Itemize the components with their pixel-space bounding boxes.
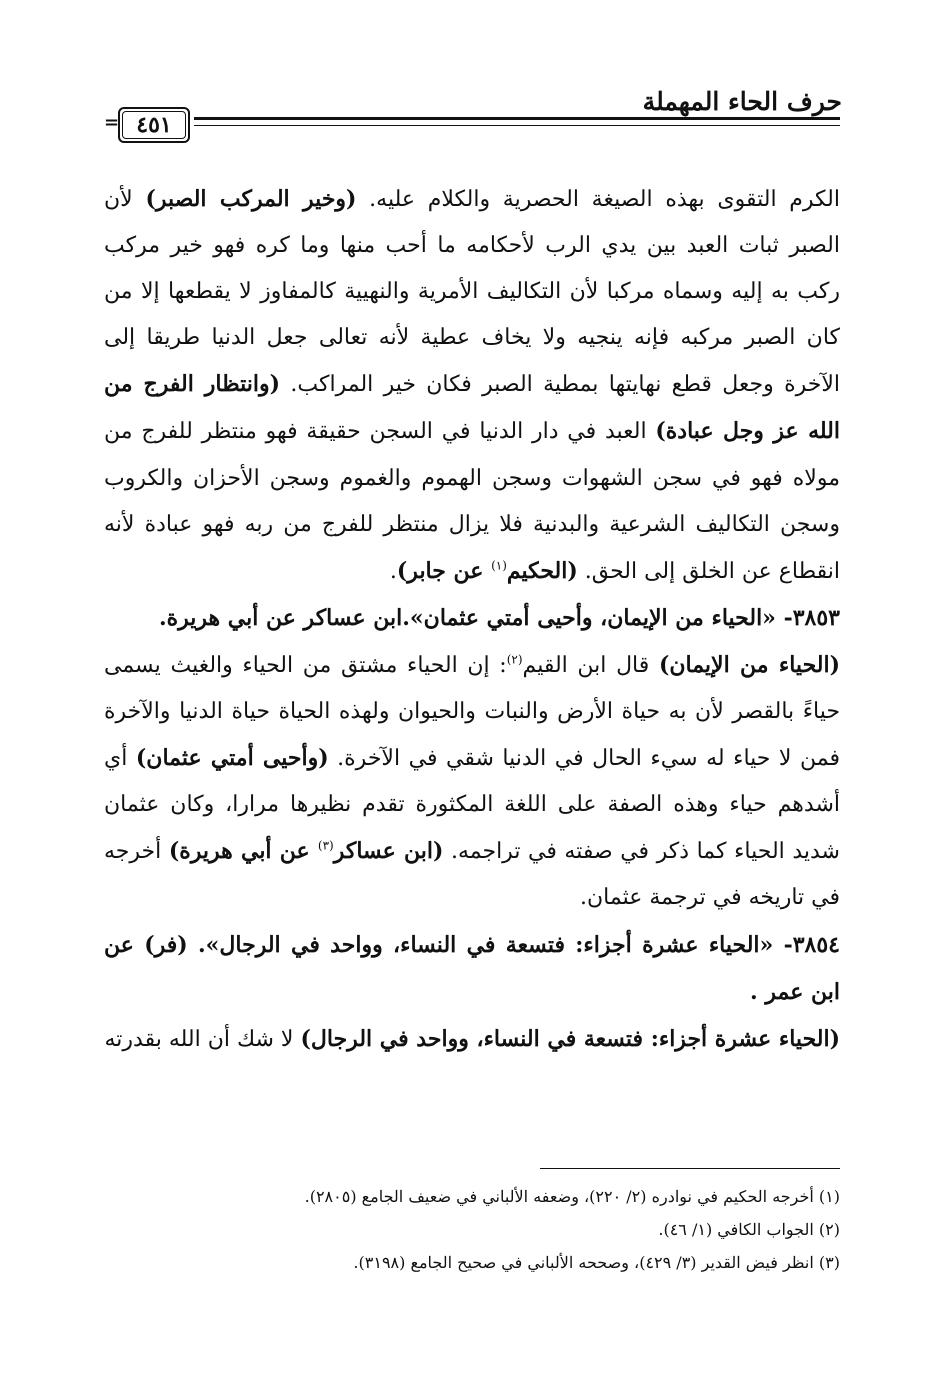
text-run: العبد في دار الدنيا في السجن حقيقة فهو منتظر للفرج من مولاه فهو في سجن الشهوات وسجن الهموم والغموم وسجن الأحزان والكروب وسجن التكاليف الشرعية والبدنية فلا يزال منتظر للفرج من ربه فهو عبادة لأنه انقطاع عن الخلق إلى الحق. [104, 419, 840, 584]
hadith-text: ٣٨٥٤- «الحياء عشرة أجزاء: فتسعة في النساء، وواحد في الرجال». (فر) عن ابن عمر . [104, 931, 840, 1005]
paragraph-1 [104, 176, 840, 595]
text-run: قال ابن القيم [522, 652, 659, 678]
footnote-ref-3: (٣) [317, 838, 334, 853]
header-edge-mark: = [104, 112, 120, 133]
text-run: الكرم التقوى بهذه الصيغة الحصرية والكلام عليه. [356, 187, 840, 212]
main-text [104, 176, 840, 1063]
bold-phrase: (الحياء عشرة أجزاء: فتسعة في النساء، وواحد في الرجال) [300, 1025, 840, 1052]
text-run: أي أشدهم حياء وهذه الصفة على اللغة المكثورة تقدم نظيرها مرارا، وكان عثمان شديد الحياء كما ذكر في صفته في تراجمه. [104, 746, 840, 865]
bold-phrase: عن جابر) [396, 557, 492, 584]
footnote-2: (٢) الجواب الكافي (١/ ٤٦). [658, 1220, 840, 1239]
bold-phrase: (وانتظار الفرج من الله عز وجل عبادة) [104, 371, 841, 445]
footnote-ref-1: (١) [491, 558, 507, 573]
bold-phrase: (وأحيى أمتي عثمان) [135, 745, 329, 772]
hadith-3853-heading [104, 595, 840, 642]
running-title: حرف الحاء المهملة [642, 87, 842, 116]
text-run: لا شك أن الله بقدرته [104, 1026, 301, 1052]
hadith-3854-heading [104, 922, 840, 1016]
text-run: . [389, 558, 397, 584]
header-rule [194, 117, 840, 126]
footnote-ref-2: (٢) [506, 652, 523, 667]
footnote-3: (٣) انظر فيض القدير (٣/ ٤٢٩)، وصححه الألباني في صحيح الجامع (٣١٩٨). [353, 1253, 840, 1272]
paragraph-3 [104, 642, 840, 922]
bold-phrase: (الحياء من الإيمان) [658, 651, 840, 678]
text-run: لأن الصبر ثبات العبد بين يدي الرب لأحكامه ما أحب منها وما كره فهو خير مركب ركب به إليه وسماه مركبا لأن التكاليف الأمرية والنهيية كالمفاوز لا يقطعها إلا من كان الصبر مركبه فإنه ينجيه ولا يخاف عطية لأنه تعالى جعل الدنيا طريقا إلى الآخرة وجعل قطع نهايتها بمطية الصبر فكان خير المراكب. [104, 187, 840, 398]
bold-phrase: (الحكيم [506, 557, 578, 584]
text-run: أخرجه في تاريخه في ترجمة عثمان. [104, 839, 840, 911]
text-run: : إن الحياء مشتق من الحياء والغيث يسمى حياءً بالقصر لأن به حياة الأرض والنبات والحيوان ولهذه الحياة حياة الدنيا والآخرة فمن لا حياء له سيء الحال في الدنيا شقي في الآخرة. [104, 652, 840, 772]
hadith-text: ٣٨٥٣- «الحياء من الإيمان، وأحيى أمتي عثمان».ابن عساكر عن أبي هريرة. [158, 604, 840, 631]
footnote-1: (١) أخرجه الحكيم في نوادره (٢/ ٢٢٠)، وضعفه الألباني في ضعيف الجامع (٢٨٠٥). [304, 1187, 840, 1206]
footnote-rule [540, 1168, 840, 1169]
page-number: ٤٥١ [136, 112, 172, 138]
bold-phrase: (وخير المركب الصبر) [145, 186, 357, 212]
footnotes [104, 1180, 840, 1279]
paragraph-5 [104, 1016, 840, 1063]
bold-phrase: عن أبي هريرة) [168, 838, 318, 865]
bold-phrase: (ابن عساكر [333, 838, 444, 865]
